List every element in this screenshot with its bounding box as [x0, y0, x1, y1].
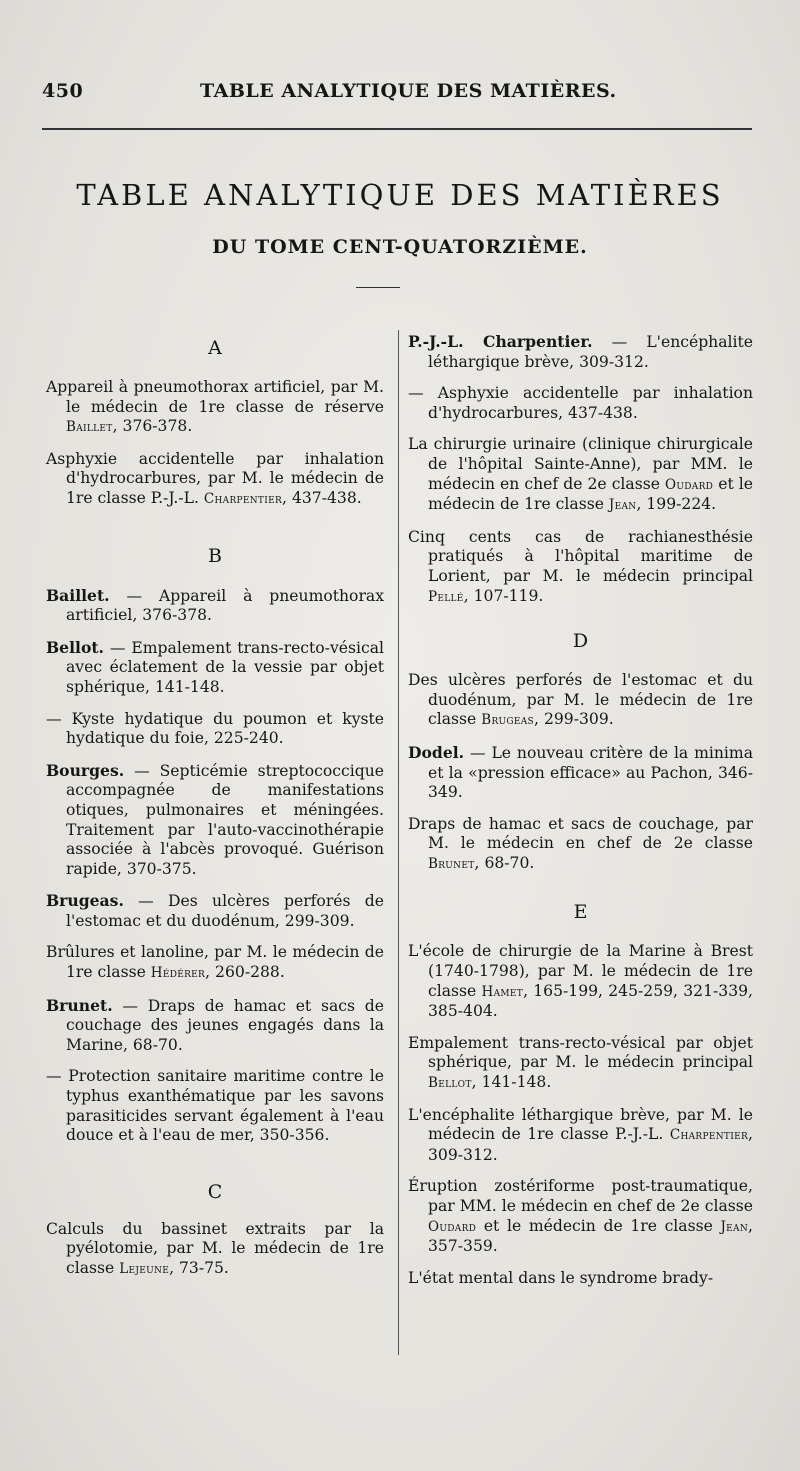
index-entry: Empalement trans-recto-vésical par objet sphérique, par M. le médecin principal Bellot, 141-148. — [408, 1033, 753, 1092]
index-entry: L'encéphalite léthargique brève, par M. le médecin de 1re classe P.-J.-L. Charpentier, 309-312. — [408, 1105, 753, 1164]
entry-name: Bellot. — [46, 637, 104, 657]
index-entry: L'école de chirurgie de la Marine à Brest (1740-1798), par M. le médecin de 1re classe Hamet, 165-199, 245-259, 321-339, 385-404. — [408, 942, 753, 1021]
entry-name: Bourges. — [46, 760, 125, 780]
header-rule — [42, 128, 752, 130]
running-header — [42, 80, 752, 110]
author-name: Bellot — [428, 1075, 472, 1092]
author-name: Jean — [720, 1218, 749, 1235]
author-name: Lejeune — [119, 1261, 170, 1277]
right-column — [408, 332, 753, 1300]
section-letter-d: D — [572, 630, 589, 653]
author-name: Hédérer — [150, 965, 206, 982]
left-column — [46, 332, 384, 1292]
author-name: Oudard — [428, 1218, 477, 1235]
section-letter-e: E — [573, 901, 588, 924]
index-entry: Brûlures et lanoline, par M. le médecin de 1re classe Hédérer, 260-288. — [46, 943, 384, 982]
entry-name: Brugeas. — [46, 891, 124, 911]
index-entry: — Asphyxie accidentelle par inhalation d'hydrocarbures, 437-438. — [408, 384, 753, 422]
index-entry: — Kyste hydatique du poumon et kyste hydatique du foie, 225-240. — [46, 709, 384, 748]
author-name: Brunet — [428, 855, 475, 872]
author-name: Hamet — [481, 983, 524, 1000]
index-entry: P.-J.-L. Charpentier. — L'encéphalite léthargique brève, 309-312. — [408, 332, 753, 371]
running-title: TABLE ANALYTIQUE DES MATIÈRES. — [200, 80, 617, 102]
page-title: TABLE ANALYTIQUE DES MATIÈRES — [76, 178, 724, 212]
index-entry: Éruption zostériforme post-traumatique, par MM. le médecin en chef de 2e classe Oudard et le médecin de 1re classe Jean, 357-359. — [408, 1177, 753, 1256]
index-entry: Bourges. — Septicémie streptococcique accompagnée de manifestations otiques, pulmonaires et méningées. Traitement par l'auto-vaccinothérapie associée à l'abcès provoqué. Guérison rapide, 370-375. — [46, 760, 384, 878]
index-entry: Des ulcères perforés de l'estomac et du duodénum, par M. le médecin de 1re classe Brugeas, 299-309. — [408, 671, 753, 729]
section-letter-a: A — [208, 337, 222, 359]
index-entry: Asphyxie accidentelle par inhalation d'hydrocarbures, par M. le médecin de 1re classe P.-J.-L. Charpentier, 437-438. — [46, 449, 384, 507]
author-name: Jean — [608, 497, 637, 514]
author-name: Charpentier — [203, 490, 283, 507]
index-entry: Draps de hamac et sacs de couchage, par M. le médecin en chef de 2e classe Brunet, 68-70. — [408, 814, 753, 872]
index-entry: L'état mental dans le syndrome brady- — [408, 1268, 714, 1287]
author-name: Pellé — [428, 588, 464, 605]
index-entry: Dodel. — Le nouveau critère de la minima et la «pression efficace» au Pachon, 346-349. — [408, 742, 753, 802]
index-entry: Cinq cents cas de rachianesthésie pratiqués à l'hôpital maritime de Lorient, par M. le médecin principal Pellé, 107-119. — [408, 527, 753, 605]
entry-name: Brunet. — [46, 995, 113, 1015]
index-entry: Brunet. — Draps de hamac et sacs de couchage des jeunes engagés dans la Marine, 68-70. — [46, 995, 384, 1054]
index-entry: Baillet. — Appareil à pneumothorax artificiel, 376-378. — [46, 585, 384, 625]
author-name: Baillet — [66, 419, 113, 436]
section-letter-b: B — [208, 544, 222, 567]
page-subtitle: DU TOME CENT-QUATORZIÈME. — [212, 236, 588, 258]
index-entry: Bellot. — Empalement trans-recto-vésical avec éclatement de la vessie par objet sphérique, 141-148. — [46, 637, 384, 696]
index-entry: Brugeas. — Des ulcères perforés de l'estomac et du duodénum, 299-309. — [46, 891, 384, 930]
index-entry: La chirurgie urinaire (clinique chirurgicale de l'hôpital Sainte-Anne), par MM. le médecin en chef de 2e classe Oudard et le médecin de 1re classe Jean, 199-224. — [408, 435, 753, 514]
entry-name: Dodel. — [408, 742, 465, 762]
index-entry: — Protection sanitaire maritime contre le typhus exanthématique par les savons parasiticides servant également à l'eau douce et à l'eau de mer, 350-356. — [46, 1067, 384, 1145]
page-number: 450 — [42, 80, 84, 102]
author-name: Oudard — [665, 476, 714, 493]
entry-name: P.-J.-L. Charpentier. — [408, 332, 593, 351]
author-name: Charpentier — [669, 1127, 749, 1144]
index-entry: Calculs du bassinet extraits par la pyélotomie, par M. le médecin de 1re classe Lejeune, 73-75. — [46, 1219, 384, 1277]
title-divider — [356, 287, 400, 288]
index-entry: Appareil à pneumothorax artificiel, par M. le médecin de 1re classe de réserve Baillet, 376-378. — [46, 378, 384, 436]
column-divider — [398, 330, 399, 1355]
entry-name: Baillet. — [46, 585, 110, 605]
author-name: Brugeas — [481, 712, 535, 729]
section-letter-c: C — [207, 1180, 223, 1203]
